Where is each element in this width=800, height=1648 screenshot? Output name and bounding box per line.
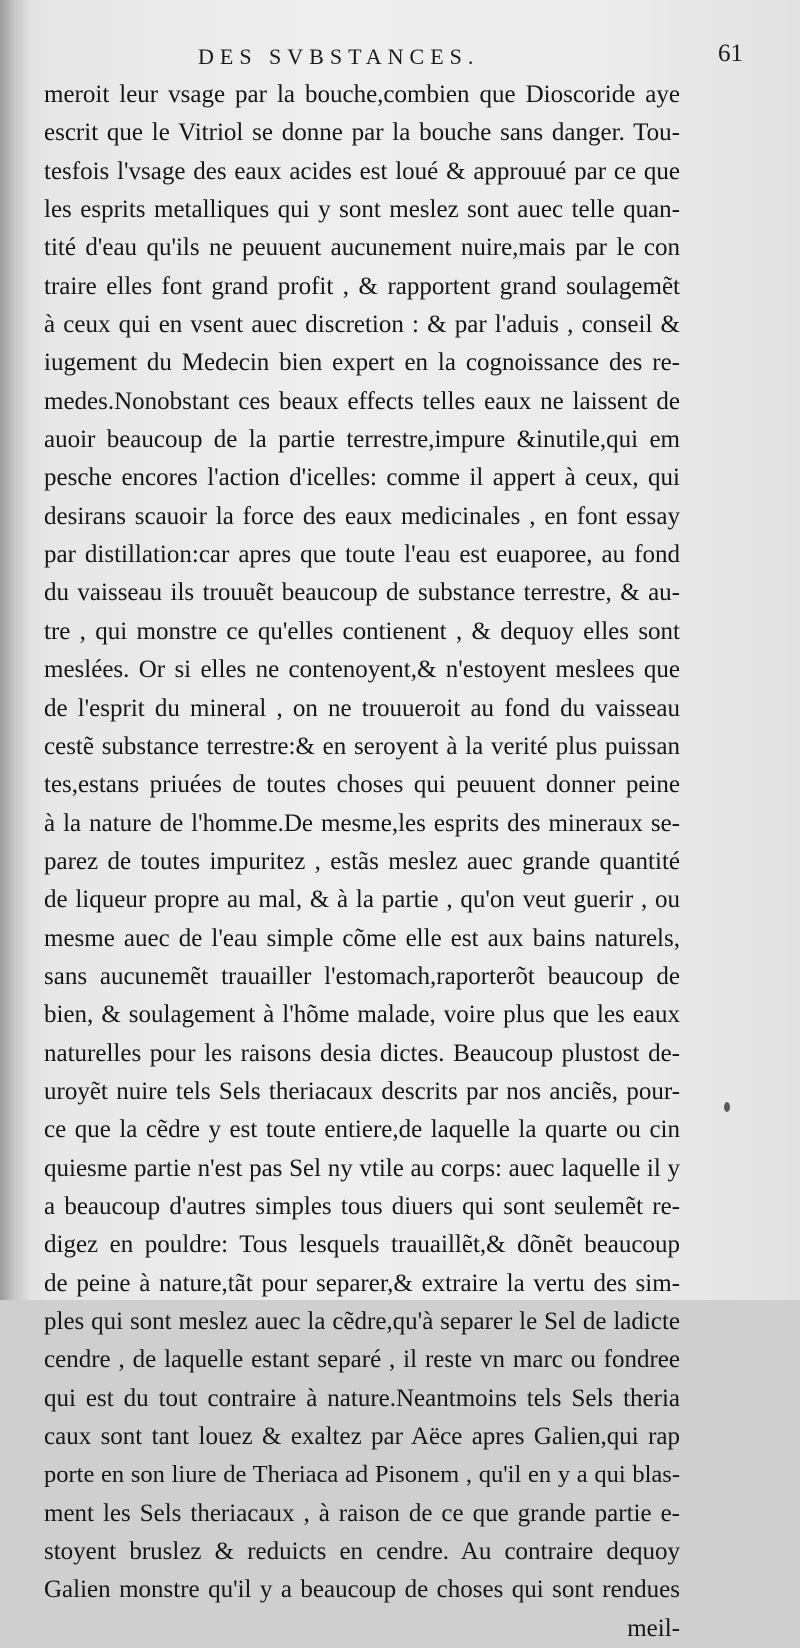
text-line: parez de toutes impuritez , estãs meslez auec grande quantité	[44, 847, 680, 875]
text-line: du vaisseau ils trouuẽt beaucoup de substance terrestre, & au-	[44, 579, 680, 607]
text-line: quiesme partie n'est pas Sel ny vtile au corps: auec laquelle il y	[44, 1154, 680, 1182]
text-line: caux sont tant louez & exaltez par Aëce apres Galien,qui rap	[44, 1423, 680, 1451]
text-line: tes,estans priuées de toutes choses qui peuuent donner peine	[44, 771, 680, 799]
text-line: escrit que le Vitriol se donne par la bouche sans danger. Tou-	[44, 119, 680, 147]
text-line: de l'esprit du mineral , on ne trouueroit au fond du vaisseau	[44, 694, 680, 722]
text-line: medes.Nonobstant ces beaux effects telles eaux ne laissent de	[44, 387, 680, 415]
text-line: par distillation:car apres que toute l'eau est euaporee, au fond	[44, 541, 680, 569]
text-line: sans aucunemẽt trauailler l'estomach,raporterõt beaucoup de	[44, 962, 680, 990]
text-line: qui est du tout contraire à nature.Neantmoins tels Sels theria	[44, 1384, 680, 1412]
text-line: ment les Sels theriacaux , à raison de ce que grande partie e-	[44, 1499, 680, 1527]
text-line: bien, & soulagement à l'hõme malade, voire plus que les eaux	[44, 1001, 680, 1029]
text-line: auoir beaucoup de la partie terrestre,impure &inutile,qui em	[44, 426, 680, 454]
page-number: 61	[718, 40, 743, 67]
text-line: cestẽ substance terrestre:& en seroyent à la verité plus puissan	[44, 732, 680, 760]
text-line: pesche encores l'action d'icelles: comme il appert à ceux, qui	[44, 464, 680, 492]
running-head: DES SVBSTANCES.	[198, 44, 480, 69]
catchword: meil-	[627, 1614, 680, 1642]
text-line: desirans scauoir la force des eaux medicinales , en font essay	[44, 502, 680, 530]
page-gutter-shadow	[0, 0, 30, 1300]
text-line: mesme auec de l'eau simple cõme elle est aux bains naturels,	[44, 924, 680, 952]
text-line: digez en pouldre: Tous lesquels trauaillẽt,& dõnẽt beaucoup	[44, 1231, 680, 1259]
text-line: porte en son liure de Theriaca ad Pisonem , qu'il en y a qui blas-	[44, 1461, 680, 1489]
text-line: meroit leur vsage par la bouche,combien que Dioscoride aye	[44, 81, 680, 108]
text-line: tesfois l'vsage des eaux acides est loué & approuué par ce que	[44, 157, 680, 185]
text-line: ples qui sont meslez auec la cẽdre,qu'à separer le Sel de ladicte	[44, 1308, 680, 1335]
text-line: ce que la cẽdre y est toute entiere,de laquelle la quarte ou cin	[44, 1116, 680, 1144]
text-line: traire elles font grand profit , & rapportent grand soulagemẽt	[44, 272, 680, 300]
text-line: tité d'eau qu'ils ne peuuent aucunement nuire,mais par le con	[44, 234, 680, 262]
text-line: iugement du Medecin bien expert en la cognoissance des re-	[44, 349, 680, 377]
body-text	[44, 76, 680, 1648]
text-line: à ceux qui en vsent auec discretion : & par l'aduis , conseil &	[44, 311, 680, 339]
text-line: a beaucoup d'autres simples tous diuers qui sont seulemẽt re-	[44, 1192, 680, 1220]
text-line: de liqueur propre au mal, & à la partie , qu'on veut guerir , ou	[44, 886, 680, 914]
ink-blot	[724, 1102, 730, 1112]
text-line: de peine à nature,tãt pour separer,& extraire la vertu des sim-	[44, 1269, 680, 1297]
text-line: meslées. Or si elles ne contenoyent,& n'estoyent meslees que	[44, 656, 680, 684]
text-line: cendre , de laquelle estant separé , il reste vn marc ou fondree	[44, 1346, 680, 1374]
text-line: à la nature de l'homme.De mesme,les esprits des mineraux se-	[44, 809, 680, 837]
text-line: stoyent bruslez & reduicts en cendre. Au contraire dequoy	[44, 1538, 680, 1566]
page-header	[0, 40, 800, 78]
text-line: tre , qui monstre ce qu'elles contienent , & dequoy elles sont	[44, 617, 680, 645]
text-line: les esprits metalliques qui y sont meslez sont auec telle quan-	[44, 196, 680, 224]
text-line: Galien monstre qu'il y a beaucoup de choses qui sont rendues	[44, 1576, 680, 1604]
text-line: naturelles pour les raisons desia dictes. Beaucoup plustost de-	[44, 1039, 680, 1067]
text-line: uroyẽt nuire tels Sels theriacaux descrits par nos anciẽs, pour-	[44, 1077, 680, 1105]
